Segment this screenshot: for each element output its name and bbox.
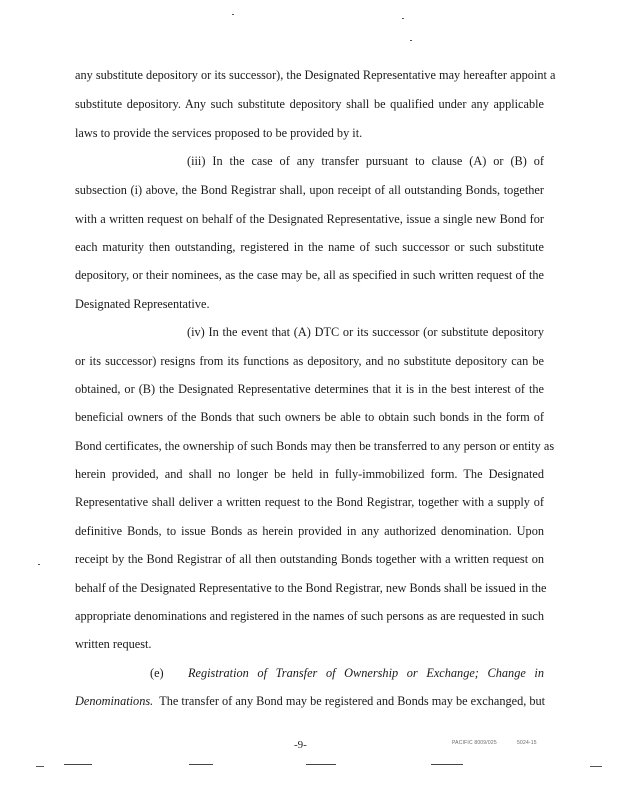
body-line: with a written request on behalf of the Designated Representative, issue a single new Bond for (75, 212, 544, 226)
section-e-label: (e) (150, 666, 164, 680)
body-line: Representative shall deliver a written request to the Bond Registrar, together with a supply of (75, 495, 544, 509)
body-line: laws to provide the services proposed to be provided by it. (75, 126, 363, 140)
subsection-iii-lead: (iii) In the case of any transfer pursuant to clause (A) or (B) of (187, 154, 544, 168)
page-number: -9- (294, 739, 307, 751)
body-line: written request. (75, 637, 152, 651)
body-line: behalf of the Designated Representative to the Bond Registrar, new Bonds shall be issued in the (75, 581, 547, 595)
body-line: appropriate denominations and registered in the names of such persons as are requested in such (75, 609, 544, 623)
section-e-first-line (75, 694, 544, 709)
section-e-heading: Registration of Transfer of Ownership or Exchange; Change in (188, 666, 544, 680)
footer-document-version: 5024-15 (517, 740, 537, 746)
body-line: Bond certificates, the ownership of such Bonds may then be transferred to any person or entity as (75, 439, 555, 453)
subsection-iv-lead: (iv) In the event that (A) DTC or its successor (or substitute depository (187, 325, 544, 339)
footer-document-id: PACIFIC 8009/025 (452, 740, 497, 746)
body-line: each maturity then outstanding, registered in the name of such successor or such substitute (75, 240, 544, 254)
body-line: or its successor) resigns from its functions as depository, and no substitute depository can be (75, 354, 544, 368)
body-line: obtained, or (B) the Designated Representative determines that it is in the best interest of the (75, 382, 544, 396)
body-line: herein provided, and shall no longer be held in fully-immobilized form. The Designated (75, 467, 544, 481)
body-line: subsection (i) above, the Bond Registrar shall, upon receipt of all outstanding Bonds, together (75, 183, 544, 197)
body-line: receipt by the Bond Registrar of all then outstanding Bonds together with a written request on (75, 552, 544, 566)
body-line: depository, or their nominees, as the case may be, all as specified in such written request of the (75, 268, 544, 282)
scan-artifact-speck (410, 40, 412, 41)
scan-artifact-rule (306, 764, 336, 765)
scan-artifact-speck (402, 18, 404, 19)
scan-artifact-speck (38, 564, 40, 565)
body-line: Designated Representative. (75, 297, 210, 311)
body-line: definitive Bonds, to issue Bonds as herein provided in any authorized denomination. Upon (75, 524, 544, 538)
scan-artifact-speck (36, 766, 44, 767)
body-line: any substitute depository or its successor), the Designated Representative may hereafter appoint a (75, 68, 556, 82)
scan-artifact-rule (189, 764, 213, 765)
scan-artifact-rule (431, 764, 463, 765)
body-line: beneficial owners of the Bonds that such owners be able to obtain such bonds in the form of (75, 410, 544, 424)
section-e-text: The transfer of any Bond may be registered and Bonds may be exchanged, but (159, 694, 546, 708)
scan-artifact-speck (590, 766, 602, 767)
section-e-heading-end: Denominations. (75, 694, 154, 708)
scan-artifact-speck (232, 14, 234, 15)
body-line: substitute depository. Any such substitute depository shall be qualified under any applicable (75, 97, 544, 111)
scan-artifact-rule (64, 764, 92, 765)
